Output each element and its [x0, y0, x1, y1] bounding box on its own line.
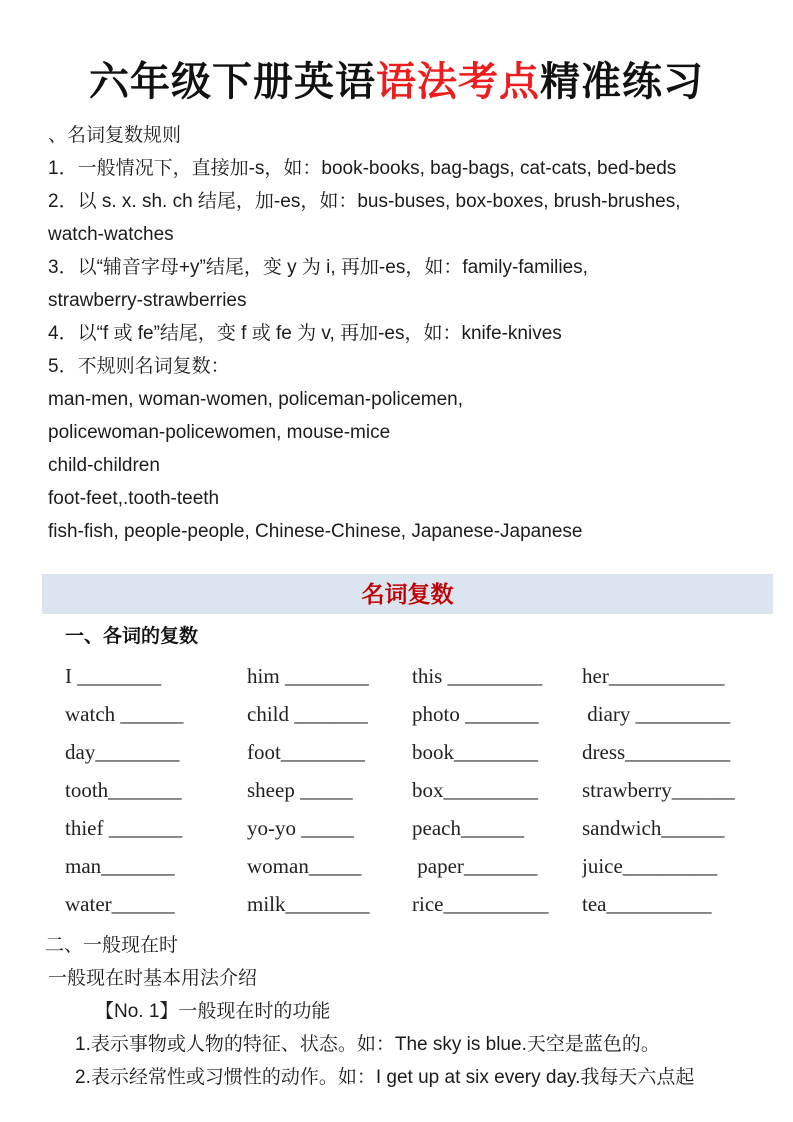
rule-line: watch-watches — [48, 224, 174, 245]
section-banner-noun-plural: 名词复数 — [42, 574, 773, 614]
title-part-red: 语法考点 — [376, 60, 540, 104]
table-cell: thief _______ — [65, 816, 183, 840]
table-cell: peach______ — [412, 816, 524, 840]
page-title — [48, 0, 745, 107]
rule-line: policewoman-policewomen, mouse-mice — [48, 422, 391, 443]
rules-heading: 、名词复数规则 — [48, 125, 182, 146]
table-cell: strawberry______ — [582, 778, 735, 802]
table-cell: book________ — [412, 740, 538, 764]
plural-rules-section — [48, 119, 745, 548]
table-cell: dress__________ — [582, 740, 731, 764]
table-cell: tooth_______ — [65, 778, 182, 802]
table-cell: rice__________ — [412, 892, 549, 916]
rule-line: strawberry-strawberries — [48, 290, 247, 311]
table-cell: tea__________ — [582, 892, 712, 916]
table-cell: day________ — [65, 740, 180, 764]
table-cell: yo-yo _____ — [247, 816, 354, 840]
rule-line: 1．一般情况下，直接加-s，如：book-books, bag-bags, cat-cats, bed-beds — [48, 158, 677, 179]
table-cell: box_________ — [412, 778, 538, 802]
table-cell: photo _______ — [412, 702, 539, 726]
present-tense-heading: 二、一般现在时 — [45, 935, 179, 956]
table-cell: foot________ — [247, 740, 365, 764]
table-cell: diary _________ — [582, 702, 731, 726]
present-tense-function-title: 【No. 1】一般现在时的功能 — [95, 1001, 331, 1022]
table-cell: sandwich______ — [582, 816, 725, 840]
table-cell: paper_______ — [412, 854, 538, 878]
plural-fill-in-table — [65, 657, 745, 923]
rule-line: man-men, woman-women, policeman-policemen, — [48, 389, 464, 410]
rule-line: foot-feet,.tooth-teeth — [48, 488, 220, 509]
rule-line: 4．以“f 或 fe”结尾，变 f 或 fe 为 v, 再加-es，如：knife-knives — [48, 323, 562, 344]
table-cell: sheep _____ — [247, 778, 353, 802]
table-cell: this _________ — [412, 664, 543, 688]
present-tense-item: 2.表示经常性或习惯性的动作。如：I get up at six every day.我每天六点起 — [75, 1067, 695, 1088]
rule-line: 2．以 s. x. sh. ch 结尾，加-es，如：bus-buses, box-boxes, brush-brushes, — [48, 191, 681, 212]
table-cell: juice_________ — [582, 854, 718, 878]
table-cell: water______ — [65, 892, 175, 916]
table-cell: her___________ — [582, 664, 725, 688]
present-tense-section — [45, 929, 745, 1094]
rule-line: child-children — [48, 455, 160, 476]
present-tense-intro: 一般现在时基本用法介绍 — [48, 968, 258, 989]
title-part-black-1: 六年级下册英语 — [89, 60, 376, 104]
table-cell: man_______ — [65, 854, 175, 878]
table-cell: woman_____ — [247, 854, 362, 878]
table-cell: child _______ — [247, 702, 368, 726]
title-part-black-2: 精准练习 — [540, 60, 704, 104]
table-cell: watch ______ — [65, 702, 184, 726]
exercise-heading: 一、各词的复数 — [65, 626, 199, 647]
present-tense-item: 1.表示事物或人物的特征、状态。如：The sky is blue.天空是蓝色的。 — [75, 1034, 660, 1055]
rule-line: fish-fish, people-people, Chinese-Chinese, Japanese-Japanese — [48, 521, 583, 542]
table-cell: milk________ — [247, 892, 370, 916]
table-cell: I ________ — [65, 664, 162, 688]
rule-line: 5．不规则名词复数： — [48, 356, 230, 377]
rule-line: 3．以“辅音字母+y”结尾，变 y 为 i, 再加-es，如：family-families, — [48, 257, 588, 278]
table-cell: him ________ — [247, 664, 369, 688]
